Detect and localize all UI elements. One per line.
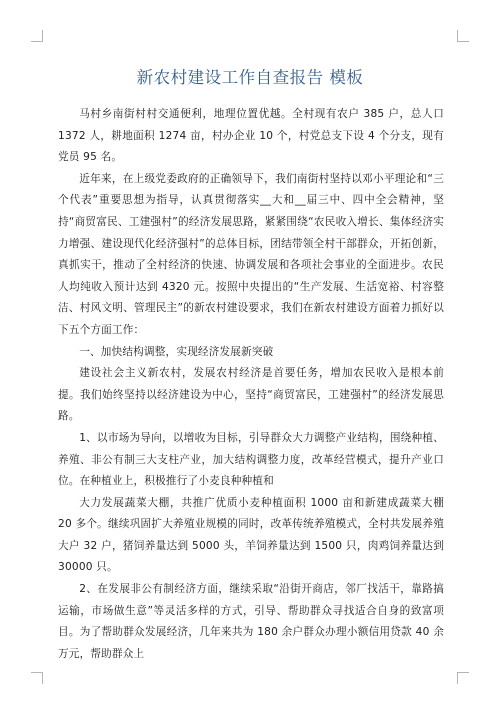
paragraph-item-2: 2、在发展非公有制经济方面，继续采取“沿街开商店，邻厂找活干，靠路搞运输，市场做生意”等灵活多样的方式，引导、帮助群众寻找适合自身的致富项目。为了帮助群众发展经济，几年来共为 180 余户群众办理小额信用贷款 40 余万元，帮助群众上: [58, 583, 444, 660]
crop-mark-top-right: [457, 30, 469, 42]
section-heading-1: 一、加快结构调整，实现经济发展新突破: [79, 345, 274, 358]
document-body: [58, 104, 444, 665]
document-title: 新农村建设工作自查报告 模板: [136, 68, 364, 87]
paragraph-village-overview: 马村乡南街村村交通便利，地理位置优越。全村现有农户 385 户，总人口 1372 人，耕地面积 1274 亩，村办企业 10 个，村党总支下设 4 个分支，现有党员 95 名。: [58, 108, 444, 164]
crop-mark-bottom-left: [31, 672, 43, 684]
paragraph-item-1-continued: 大力发展蔬菜大棚，共推广优质小麦种植面积 1000 亩和新建成蔬菜大棚 20 多个。继续巩固扩大养殖业规模的同时，改革传统养殖模式，全村共发展养殖大户 32 户，猪饲养量达到 5000 头，羊饲养量达到 1500 只，肉鸡饲养量达到 30000 只。: [58, 496, 444, 574]
paragraph-economic-priority: 建设社会主义新农村，发展农村经济是首要任务，增加农民收入是根本前提。我们始终坚持以经济建设为中心，坚持“商贸富民，工建强村”的经济发展思路。: [58, 367, 444, 423]
crop-mark-top-left: [31, 30, 43, 42]
paragraph-item-1: 1、以市场为导向，以增收为目标，引导群众大力调整产业结构，围绕种植、养殖、非公有制三大支柱产业，加大结构调整力度，改革经营模式，提升产业口位。在种植业上，积极推行了小麦良种种植和: [58, 431, 444, 488]
paragraph-development-summary: 近年来，在上级党委政府的正确领导下，我们南街村坚持以邓小平理论和“三个代表”重要思想为指导，认真贯彻落实__大和__届三中、四中全会精神，坚持“商贸富民、工建强村”的经济发展思路，紧紧围绕“农民收入增长、集体经济实力增强、建设现代化经济强村”的总体目标，团结带领全村干部群众，开拓创新，真抓实干，推动了全村经济的快速、协调发展和各项社会事业的全面进步。农民人均纯收入预计达到 4320 元。按照中央提出的“生产发展、生活宽裕、村容整洁、村风文明、管理民主”的新农村建设要求，我们在新农村建设方面着力抓好以下五个方面工作：: [58, 172, 444, 336]
crop-mark-bottom-right: [457, 672, 469, 684]
